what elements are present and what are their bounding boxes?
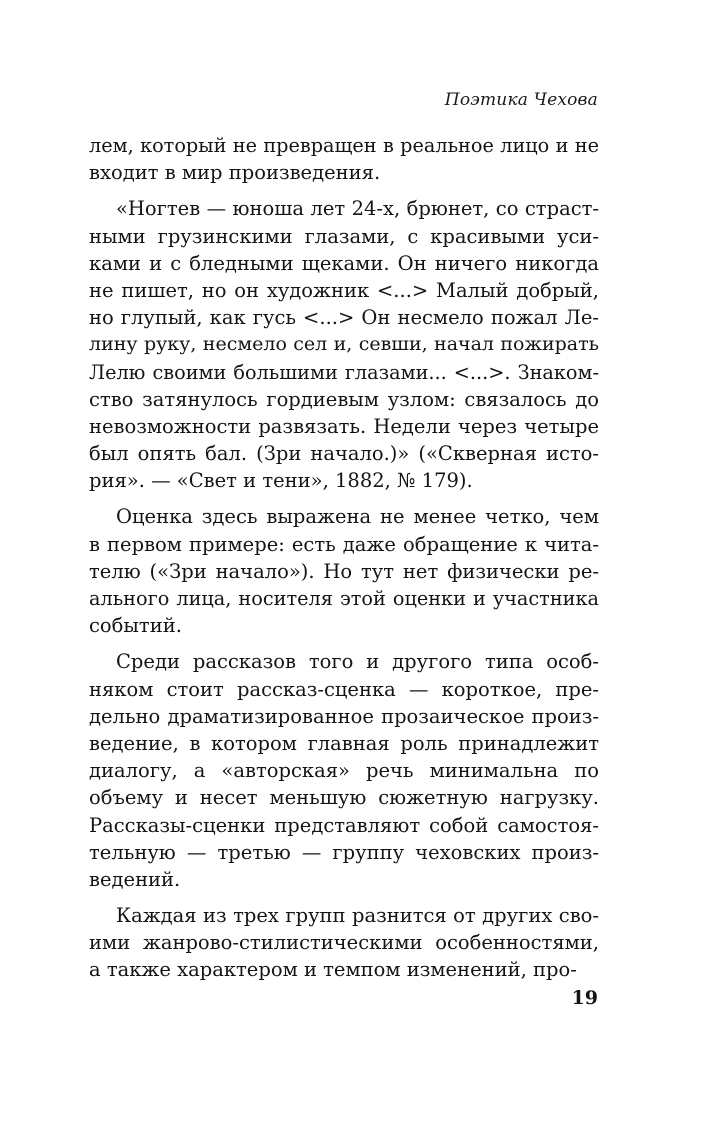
text-line: ими жанрово-стилистическими особенностями, [89,931,599,955]
text-line: Лелю своими большими глазами... <...>. Знаком- [89,360,599,384]
text-line: няком стоит рассказ-сценка — короткое, пре- [89,677,599,701]
text-line: ведений. [89,867,181,891]
text-line: тельную — третью — группу чеховских произ- [89,840,599,864]
text-line: лину руку, несмело сел и, севши, начал пожирать [89,333,599,356]
text-line: невозможности развязать. Недели через четыре [89,414,599,438]
text-line: был опять бал. (Зри начало.)» («Скверная исто- [89,442,599,466]
text-line: рия». — «Свет и тени», 1882, № 179). [89,469,473,493]
paragraph-gap [89,893,599,902]
paragraph [89,195,599,494]
text-line: а также характером и темпом изменений, про- [89,958,577,982]
page-number: 19 [571,987,598,1009]
paragraph-gap [89,639,599,648]
text-line: дельно драматизированное прозаическое произ- [89,704,599,728]
text-line: Рассказы-сценки представляют собой самостоя- [89,813,599,837]
text-line: Оценка здесь выражена не менее четко, чем [116,505,599,529]
text-line: Среди рассказов того и другого типа особ- [116,650,599,674]
text-line: Каждая из трех групп разнится от других сво- [116,904,599,928]
text-line: телю («Зри начало»). Но тут нет физически ре- [89,559,599,583]
paragraph [89,648,599,893]
text-line: входит в мир произведения. [89,161,381,185]
text-line: ство затянулось гордиевым узлом: связалось до [89,387,599,411]
paragraph [89,132,599,186]
text-line: ными грузинскими глазами, с красивыми уси- [89,224,599,248]
text-line: не пишет, но он художник <...> Малый добрый, [89,278,599,302]
paragraph [89,503,599,639]
paragraph [89,902,599,984]
text-line: событий. [89,614,182,638]
body-text [89,132,599,984]
paragraph-gap [89,494,599,503]
text-line: но глупый, как гусь <...> Он несмело пожал Ле- [89,306,599,330]
paragraph-gap [89,186,599,195]
text-line: ками и с бледными щеками. Он ничего никогда [89,251,599,275]
text-line: «Ногтев — юноша лет 24-х, брюнет, со страст- [116,197,599,221]
text-line: в первом примере: есть даже обращение к чита- [89,532,599,556]
text-line: лем, который не превращен в реальное лицо и не [89,134,599,157]
text-line: объему и несет меньшую сюжетную нагрузку. [89,786,599,810]
text-line: ведение, в котором главная роль принадлежит [89,731,599,755]
running-header: Поэтика Чехова [444,90,598,110]
text-line: ального лица, носителя этой оценки и участника [89,587,599,610]
text-line: диалогу, а «авторская» речь минимальна по [89,759,599,783]
